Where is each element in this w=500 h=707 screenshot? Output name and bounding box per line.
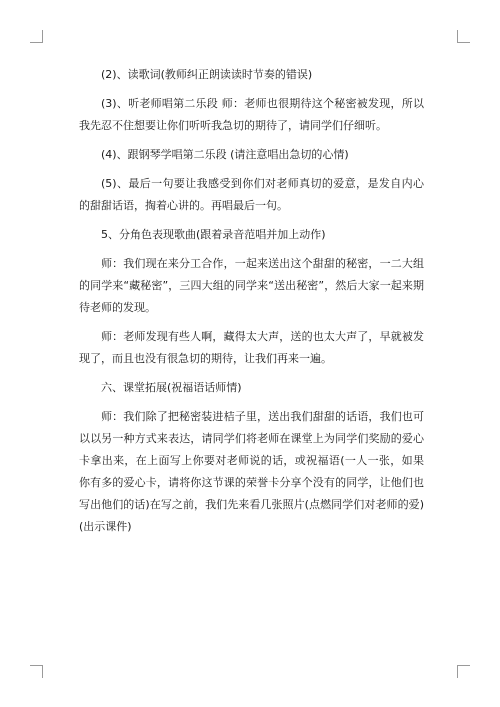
paragraph-piano-second-section: (4)、跟钢琴学唱第二乐段 (请注意唱出急切的心情) — [101, 148, 349, 161]
paragraph-teamwork: 师：我们现在来分工合作，一起来送出这个甜甜的秘密，一二大组的同学来“藏秘密”，三四大组的同学来“送出秘密”，然后大家一起来期待老师的发现。 — [79, 257, 424, 314]
paragraph-love-cards: 师：我们除了把秘密装进桔子里，送出我们甜甜的话语，我们也可以以另一种方式来表达，请同学们将老师在课堂上为同学们奖励的爱心卡拿出来，在上面写上你要对老师说的话，或祝福语(一人一张，如果你有多的爱心卡，请将你这节课的荣誉卡分享个没有的同学，让他们也写出他们的话)在写之前，我们先来看几张照片(点燃同学们对老师的爱)(出示课件) — [79, 410, 424, 533]
document-body — [79, 64, 424, 545]
heading-class-extension: 六、课堂拓展(祝福语话师情) — [101, 381, 242, 394]
crop-mark-top-left — [30, 30, 43, 43]
heading-role-play: 5、分角色表现歌曲(跟着录音范唱并加上动作) — [101, 228, 326, 241]
paragraph-read-lyrics: (2)、读歌词(教师纠正朗读读时节奏的错误) — [101, 68, 313, 81]
paragraph-listen-second-section: (3)、听老师唱第二乐段 师：老师也很期待这个秘密被发现，所以我先忍不住想要让你们听听我急切的期待了，请同学们仔细听。 — [79, 97, 424, 132]
crop-mark-top-right — [457, 30, 470, 43]
paragraph-last-line: (5)、最后一句要让我感受到你们对老师真切的爱意，是发自内心的甜甜话语，掏着心讲的。再唱最后一句。 — [79, 177, 424, 212]
crop-mark-bottom-right — [457, 665, 470, 678]
crop-mark-bottom-left — [30, 665, 43, 678]
paragraph-repeat: 师：老师发现有些人啊，藏得太大声，送的也太大声了，早就被发现了，而且也没有很急切的期待，让我们再来一遍。 — [79, 330, 424, 365]
